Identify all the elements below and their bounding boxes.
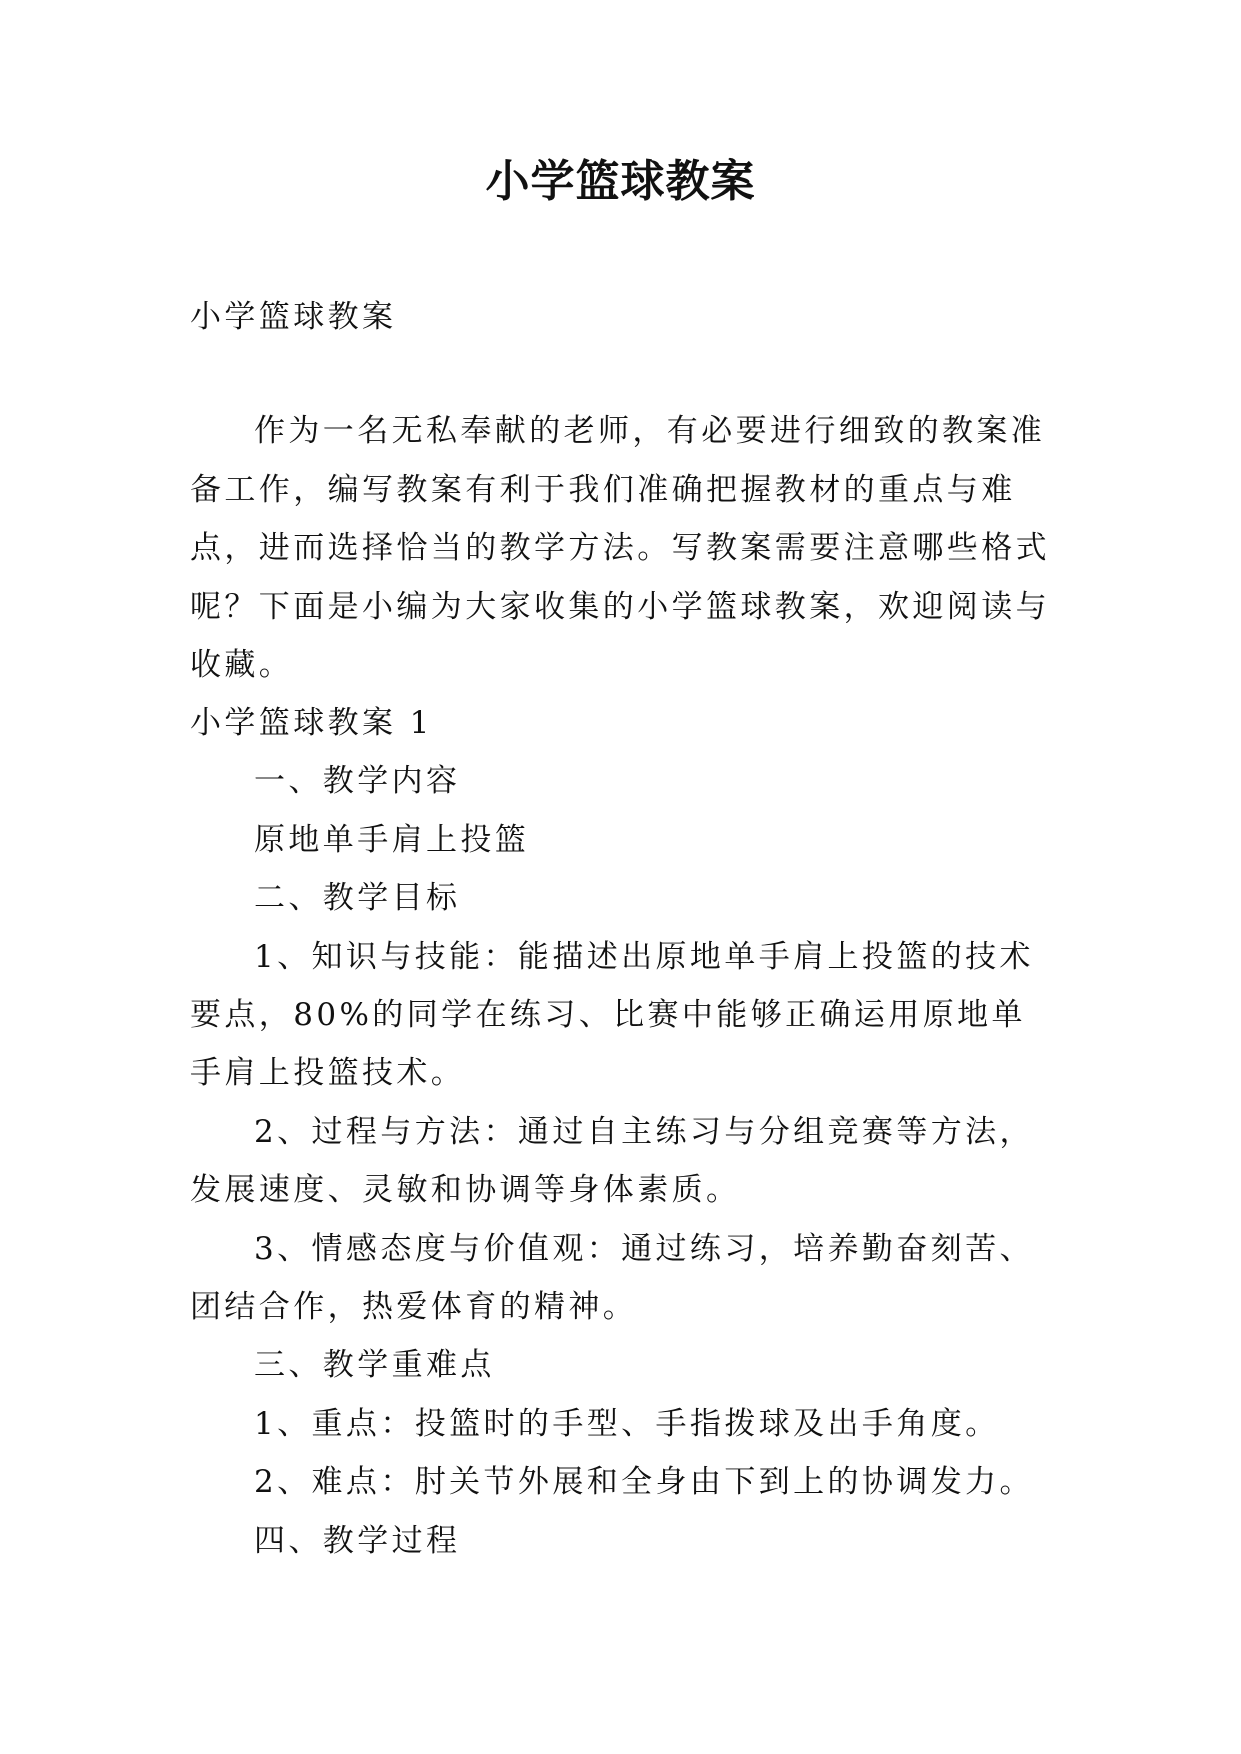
lesson-plan-section (190, 694, 1056, 1570)
goal-emotion-values: 3、情感态度与价值观：通过练习，培养勤奋刻苦、团结合作，热爱体育的精神。 (190, 1230, 1034, 1326)
goal-process-methods: 2、过程与方法：通过自主练习与分组竞赛等方法，发展速度、灵敏和协调等身体素质。 (190, 1113, 1034, 1209)
heading-teaching-process: 四、教学过程 (254, 1522, 461, 1559)
difficult-point: 2、难点：肘关节外展和全身由下到上的协调发力。 (254, 1464, 1034, 1501)
goal-knowledge-skills: 1、知识与技能：能描述出原地单手肩上投篮的技术要点，80%的同学在练习、比赛中能够正确运用原地单手肩上投篮技术。 (190, 938, 1034, 1092)
heading-teaching-content: 一、教学内容 (254, 763, 461, 800)
intro-paragraph: 作为一名无私奉献的老师，有必要进行细致的教案准备工作，编写教案有利于我们准确把握教材的重点与难点，进而选择恰当的教学方法。写教案需要注意哪些格式呢？下面是小编为大家收集的小学篮球教案，欢迎阅读与收藏。 (190, 413, 1050, 683)
heading-key-difficult-points: 三、教学重难点 (254, 1347, 495, 1384)
key-point: 1、重点：投篮时的手型、手指拨球及出手角度。 (254, 1405, 1000, 1442)
teaching-content-text: 原地单手肩上投篮 (254, 821, 530, 858)
document-subtitle: 小学篮球教案 (190, 299, 397, 335)
document-title: 小学篮球教案 (485, 156, 756, 207)
heading-teaching-goals: 二、教学目标 (254, 880, 461, 917)
section-heading: 小学篮球教案 1 (190, 705, 433, 741)
